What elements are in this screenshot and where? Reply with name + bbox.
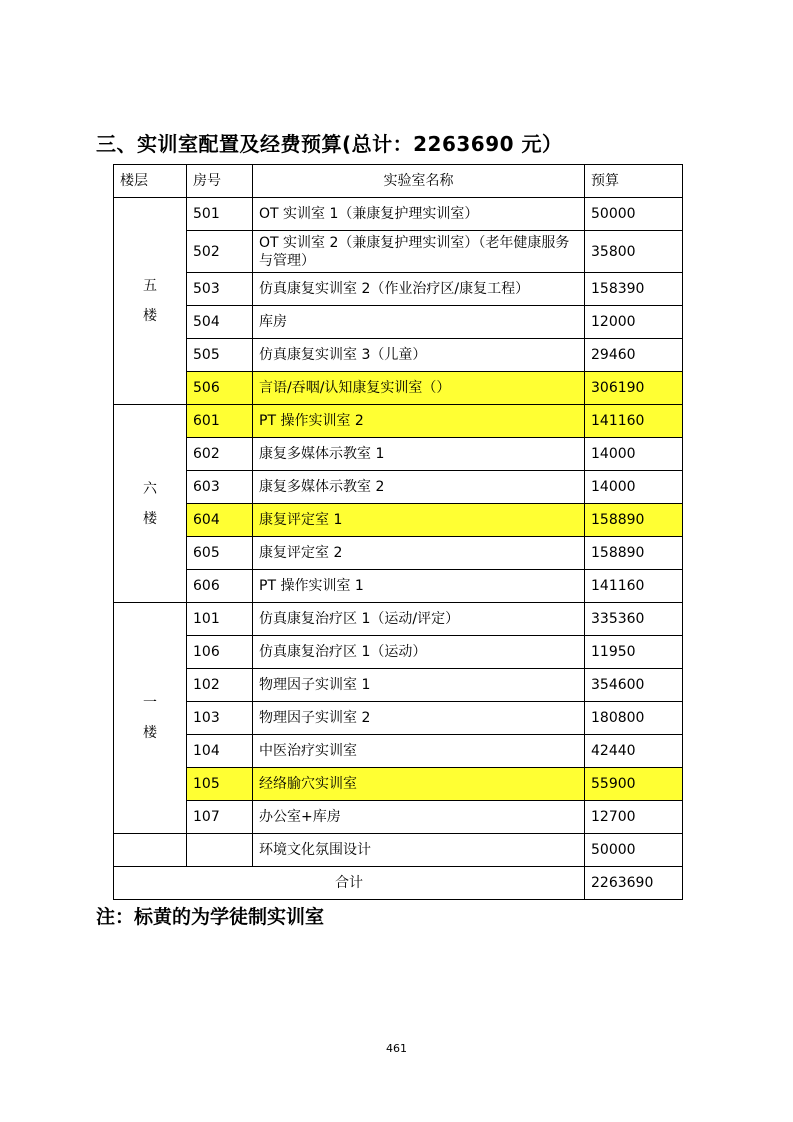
budget-cell: 12700 <box>585 801 683 834</box>
budget-cell: 50000 <box>585 834 683 867</box>
room-name-cell: 康复评定室 1 <box>253 504 585 537</box>
floor-cell <box>114 198 187 405</box>
page-number: 461 <box>386 1042 407 1055</box>
budget-cell: 50000 <box>585 198 683 231</box>
room-name-cell: PT 操作实训室 2 <box>253 405 585 438</box>
room-name-cell: 仿真康复实训室 3（儿童） <box>253 339 585 372</box>
table-row <box>114 768 683 801</box>
floor-label: 六楼 <box>143 480 157 527</box>
total-row <box>114 867 683 900</box>
page-title: 三、实训室配置及经费预算(总计：2263690 元） <box>96 132 563 156</box>
budget-cell: 306190 <box>585 372 683 405</box>
floor-label: 五楼 <box>143 278 157 324</box>
table-row <box>114 231 683 273</box>
total-label: 合计 <box>114 867 585 900</box>
table-row <box>114 504 683 537</box>
room-number-cell: 503 <box>187 273 253 306</box>
table-row <box>114 372 683 405</box>
header-budget: 预算 <box>585 165 683 198</box>
room-number-cell: 603 <box>187 471 253 504</box>
room-name-cell: OT 实训室 2（兼康复护理实训室）（老年健康服务与管理） <box>253 231 585 273</box>
table-row <box>114 570 683 603</box>
table-row <box>114 801 683 834</box>
room-number-cell: 106 <box>187 636 253 669</box>
table-row <box>114 669 683 702</box>
room-name-cell: 物理因子实训室 2 <box>253 702 585 735</box>
table-row <box>114 735 683 768</box>
room-number-cell: 501 <box>187 198 253 231</box>
room-number-cell: 104 <box>187 735 253 768</box>
table-row <box>114 636 683 669</box>
room-number-cell: 602 <box>187 438 253 471</box>
budget-cell: 158890 <box>585 537 683 570</box>
room-number-cell: 504 <box>187 306 253 339</box>
room-number-cell: 505 <box>187 339 253 372</box>
total-budget: 2263690 <box>585 867 683 900</box>
room-number-cell: 604 <box>187 504 253 537</box>
table-row <box>114 834 683 867</box>
room-name-cell: 环境文化氛围设计 <box>253 834 585 867</box>
table-row <box>114 438 683 471</box>
room-name-cell: 仿真康复治疗区 1（运动） <box>253 636 585 669</box>
budget-table <box>113 164 683 900</box>
room-name-cell: 康复多媒体示教室 2 <box>253 471 585 504</box>
budget-cell: 180800 <box>585 702 683 735</box>
room-name-cell: 物理因子实训室 1 <box>253 669 585 702</box>
room-name-cell: 办公室+库房 <box>253 801 585 834</box>
table-row <box>114 471 683 504</box>
budget-cell: 11950 <box>585 636 683 669</box>
room-number-cell: 506 <box>187 372 253 405</box>
room-name-cell: 言语/吞咽/认知康复实训室（） <box>253 372 585 405</box>
budget-cell: 55900 <box>585 768 683 801</box>
room-name-cell: 库房 <box>253 306 585 339</box>
room-number-cell: 102 <box>187 669 253 702</box>
budget-cell: 14000 <box>585 438 683 471</box>
table-row <box>114 273 683 306</box>
floor-label: 一楼 <box>143 695 157 741</box>
table-row <box>114 405 683 438</box>
header-name: 实验室名称 <box>253 165 585 198</box>
room-name-cell: OT 实训室 1（兼康复护理实训室） <box>253 198 585 231</box>
budget-cell: 141160 <box>585 405 683 438</box>
room-name-cell: PT 操作实训室 1 <box>253 570 585 603</box>
budget-cell: 14000 <box>585 471 683 504</box>
budget-cell: 12000 <box>585 306 683 339</box>
room-number-cell: 105 <box>187 768 253 801</box>
room-name-cell: 中医治疗实训室 <box>253 735 585 768</box>
room-number-cell <box>187 834 253 867</box>
room-name-cell: 康复评定室 2 <box>253 537 585 570</box>
budget-cell: 141160 <box>585 570 683 603</box>
table-header-row <box>114 165 683 198</box>
budget-cell: 354600 <box>585 669 683 702</box>
budget-cell: 42440 <box>585 735 683 768</box>
room-number-cell: 103 <box>187 702 253 735</box>
room-name-cell: 经络腧穴实训室 <box>253 768 585 801</box>
table-row <box>114 702 683 735</box>
header-floor: 楼层 <box>114 165 187 198</box>
table-row <box>114 339 683 372</box>
table-row <box>114 537 683 570</box>
header-room: 房号 <box>187 165 253 198</box>
room-name-cell: 康复多媒体示教室 1 <box>253 438 585 471</box>
room-number-cell: 107 <box>187 801 253 834</box>
room-number-cell: 502 <box>187 231 253 273</box>
room-number-cell: 606 <box>187 570 253 603</box>
table-row <box>114 198 683 231</box>
budget-cell: 158890 <box>585 504 683 537</box>
floor-cell <box>114 834 187 867</box>
floor-cell <box>114 603 187 834</box>
footnote: 注：标黄的为学徒制实训室 <box>96 906 325 928</box>
budget-cell: 29460 <box>585 339 683 372</box>
table-row <box>114 306 683 339</box>
budget-cell: 158390 <box>585 273 683 306</box>
budget-cell: 35800 <box>585 231 683 273</box>
floor-cell <box>114 405 187 603</box>
room-number-cell: 601 <box>187 405 253 438</box>
table-row <box>114 603 683 636</box>
room-number-cell: 101 <box>187 603 253 636</box>
room-name-cell: 仿真康复治疗区 1（运动/评定） <box>253 603 585 636</box>
room-number-cell: 605 <box>187 537 253 570</box>
room-name-cell: 仿真康复实训室 2（作业治疗区/康复工程） <box>253 273 585 306</box>
budget-cell: 335360 <box>585 603 683 636</box>
